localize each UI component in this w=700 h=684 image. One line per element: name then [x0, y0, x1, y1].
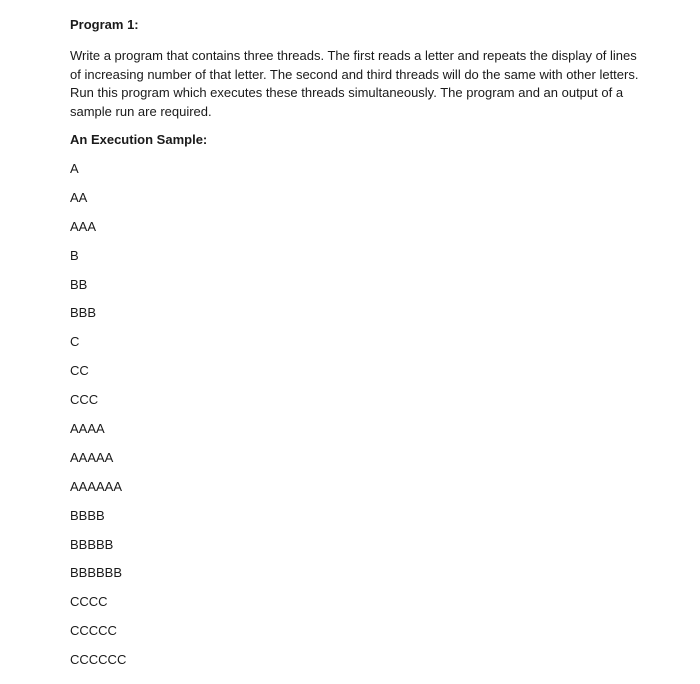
output-line: BB [70, 276, 88, 292]
output-line: B [70, 247, 79, 263]
output-line: AAAAAA [70, 478, 123, 494]
output-line: CCCCC [70, 623, 117, 639]
output-line: BBBB [70, 507, 105, 523]
description-line: Run this program which executes these threads simultaneously. The program and an output of a [70, 85, 624, 100]
output-line: AAA [70, 218, 97, 234]
output-line: CCCCCC [70, 652, 127, 668]
output-line: CCC [70, 392, 99, 408]
execution-output-list [70, 160, 126, 680]
program-description [70, 47, 675, 121]
output-line: AAAA [70, 421, 105, 437]
execution-sample-title: An Execution Sample: [70, 132, 208, 147]
description-line: sample run are required. [70, 103, 212, 119]
output-line: C [70, 334, 80, 350]
program-title: Program 1: [70, 17, 139, 32]
output-line: CCCC [70, 594, 108, 610]
output-line: A [70, 161, 79, 176]
output-line: AA [70, 189, 88, 205]
description-line: of increasing number of that letter. The second and third threads will do the same with other letters. [70, 66, 639, 82]
output-line: BBBBB [70, 536, 114, 552]
output-line: AAAAA [70, 449, 114, 465]
output-line: BBB [70, 305, 97, 321]
description-line: Write a program that contains three threads. The first reads a letter and repeats the display of lines [70, 48, 637, 63]
output-line: BBBBBB [70, 565, 123, 581]
output-line: CC [70, 363, 89, 379]
